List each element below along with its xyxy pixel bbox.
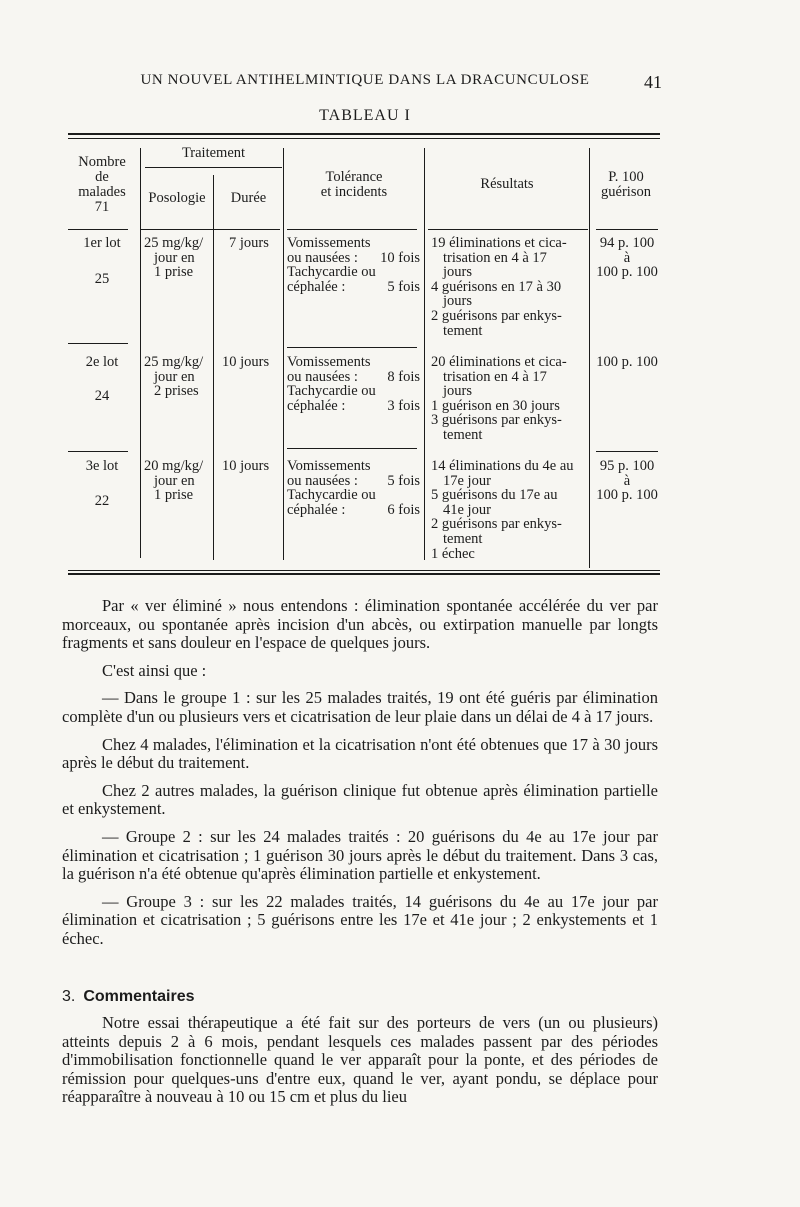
row-separator <box>68 343 128 344</box>
column-divider <box>213 175 214 560</box>
lot-count: 22 <box>94 493 110 509</box>
lot-count: 25 <box>94 271 110 287</box>
paragraph: Notre essai thérapeutique a été fait sur des porteurs de vers (un ou plusieurs) atteints depuis 2 à 6 mois, pendant lesquels ces malades passent par des périodes d'immobilisation fonctionnelle quand le ver apparaît pour la ponte, et des périodes de rémission pour quelques-uns d'entre eux, quand le ver, ayant pondu, se déplace pour réapparaître à nouveau à 10 ou 15 cm et plus du lieu <box>62 1013 658 1107</box>
table-bottom-rule-thick <box>68 573 660 575</box>
column-divider <box>424 148 425 560</box>
tolerance-cell: Vomissements ou nausées : 8 fois Tachycardie ou céphalée : 3 fois <box>287 354 420 414</box>
guerison-cell: 95 p. 100 à 100 p. 100 <box>596 458 658 504</box>
header-guerison: P. 100 guérison <box>601 169 651 200</box>
row-separator <box>596 451 658 452</box>
resultats-cell: 19 éliminations et cica- trisation en 4 à 17 jours 4 guérisons en 17 à 30 jours 2 guérisons par enkys- tement <box>431 235 567 339</box>
column-divider <box>140 148 141 558</box>
table-row-lot <box>66 355 138 370</box>
header-nombre: Nombre de malades 71 <box>78 154 126 215</box>
guerison-cell: 94 p. 100 à 100 p. 100 <box>596 235 658 281</box>
section-heading <box>62 988 195 1006</box>
table-row-lot <box>66 459 138 474</box>
paragraph: — Groupe 2 : sur les 24 malades traités : 20 guérisons du 4e au 17e jour par élimination et cicatrisation ; 1 guérison 30 jours après le début du traitement. Dans 3 cas, la guérison n'a été obtenue qu'après élimination partielle et enkystement. <box>62 826 658 884</box>
posologie-cell: 25 mg/kg/ jour en 2 prises <box>144 354 204 400</box>
table-top-rule <box>68 133 660 135</box>
row-separator <box>287 347 417 348</box>
header-bottom-rule <box>596 229 658 230</box>
header-resultats: Résultats <box>480 176 534 192</box>
header-bottom-rule <box>140 229 280 230</box>
header-bottom-rule <box>428 229 588 230</box>
paragraph: Chez 4 malades, l'élimination et la cicatrisation n'ont été obtenues que 17 à 30 jours après le début du traitement. <box>62 734 658 773</box>
paragraph: — Dans le groupe 1 : sur les 25 malades traités, 19 ont été guéris par élimination complète d'un ou plusieurs vers et cicatrisation de leur plaie dans un délai de 4 à 17 jours. <box>62 688 658 726</box>
lot-label: 2e lot <box>85 354 119 370</box>
table-title: TABLEAU I <box>319 107 411 124</box>
paragraph: Par « ver éliminé » nous entendons : élimination spontanée accélérée du ver par morceaux, ou spontanée après incision d'un abcès, ou extirpation manuelle par longts fragments et sans douleur en l'espace de quelques jours. <box>62 596 658 653</box>
lot-label: 1er lot <box>83 235 121 251</box>
header-bottom-rule <box>287 229 417 230</box>
resultats-cell: 14 éliminations du 4e au 17e jour 5 guérisons du 17e au 41e jour 2 guérisons par enkys- tement 1 échec <box>431 458 574 562</box>
traitement-rule <box>145 167 282 168</box>
duree-cell: 10 jours <box>222 354 270 370</box>
header-duree: Durée <box>230 190 267 206</box>
lot-label: 3e lot <box>85 458 119 474</box>
column-divider <box>283 148 284 560</box>
table-row-lot <box>66 236 138 251</box>
section-body <box>62 1014 658 1107</box>
table-top-rule-thin <box>68 138 660 139</box>
body-text <box>62 597 658 949</box>
running-title: UN NOUVEL ANTIHELMINTIQUE DANS LA DRACUNCULOSE <box>140 72 590 88</box>
posologie-cell: 20 mg/kg/ jour en 1 prise <box>144 458 204 504</box>
tolerance-cell: Vomissements ou nausées : 5 fois Tachycardie ou céphalée : 6 fois <box>287 458 420 518</box>
posologie-cell: 25 mg/kg/ jour en 1 prise <box>144 235 204 281</box>
row-separator <box>68 451 128 452</box>
duree-cell: 10 jours <box>222 458 270 474</box>
table-bottom-rule <box>68 570 660 571</box>
paragraph: — Groupe 3 : sur les 22 malades traités, 14 guérisons du 4e au 17e jour par élimination et cicatrisation ; 5 guérisons entre les 17e et 41e jour ; 2 enkystements et 1 échec. <box>62 891 658 948</box>
row-separator <box>287 448 417 449</box>
section-title: Commentaires <box>83 988 195 1005</box>
lot-count: 24 <box>94 388 110 404</box>
section-number: 3. <box>62 988 76 1005</box>
paragraph: C'est ainsi que : <box>102 660 207 680</box>
paragraph: Chez 2 autres malades, la guérison clinique fut obtenue après élimination partielle et enkystement. <box>62 780 658 819</box>
header-traitement: Traitement <box>181 145 246 161</box>
page-number: 41 <box>644 72 662 92</box>
tolerance-cell: Vomissements ou nausées : 10 fois Tachycardie ou céphalée : 5 fois <box>287 235 420 295</box>
resultats-cell: 20 éliminations et cica- trisation en 4 à 17 jours 1 guérison en 30 jours 3 guérisons par enkys- tement <box>431 354 567 443</box>
header-posologie: Posologie <box>148 190 206 206</box>
header-bottom-rule <box>68 229 128 230</box>
duree-cell: 7 jours <box>229 235 269 251</box>
header-tolerance: Tolérance et incidents <box>320 169 388 200</box>
guerison-cell: 100 p. 100 <box>596 354 658 370</box>
